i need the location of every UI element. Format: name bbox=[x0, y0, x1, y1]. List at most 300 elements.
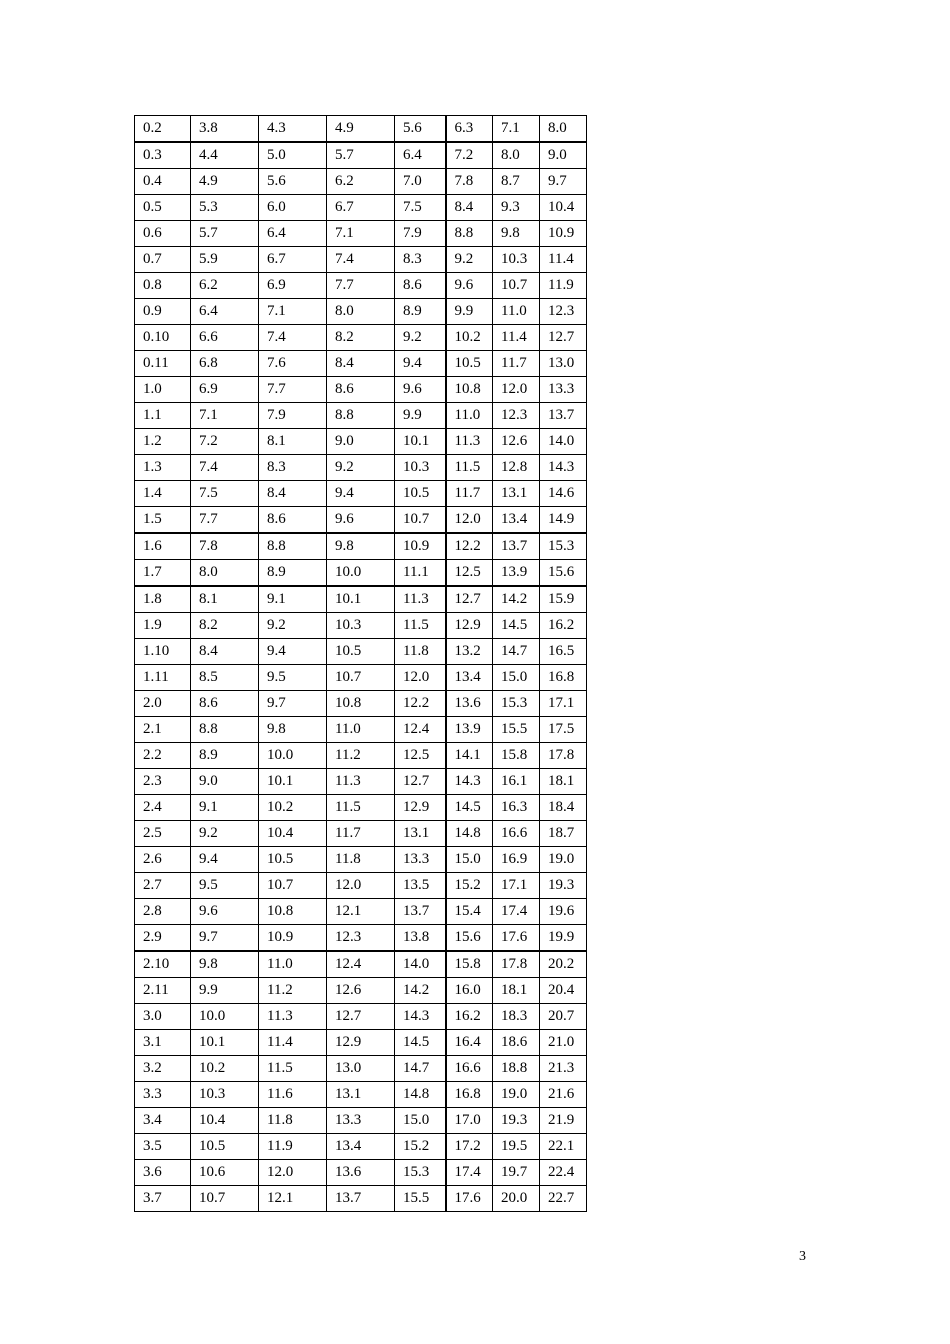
table-cell: 10.7 bbox=[395, 507, 446, 534]
table-cell: 20.2 bbox=[540, 951, 587, 978]
row-label-cell: 1.5 bbox=[135, 507, 191, 534]
table-cell: 10.0 bbox=[259, 743, 327, 769]
table-cell: 14.0 bbox=[540, 429, 587, 455]
table-cell: 8.0 bbox=[327, 299, 395, 325]
table-cell: 12.3 bbox=[327, 925, 395, 952]
row-label-cell: 2.11 bbox=[135, 978, 191, 1004]
table-cell: 7.4 bbox=[327, 247, 395, 273]
table-cell: 7.8 bbox=[191, 533, 259, 560]
table-cell: 12.9 bbox=[327, 1030, 395, 1056]
table-cell: 13.3 bbox=[395, 847, 446, 873]
table-cell: 12.0 bbox=[493, 377, 540, 403]
table-cell: 7.7 bbox=[259, 377, 327, 403]
table-cell: 20.0 bbox=[493, 1186, 540, 1212]
table-cell: 9.4 bbox=[259, 639, 327, 665]
table-cell: 9.8 bbox=[259, 717, 327, 743]
table-cell: 15.2 bbox=[395, 1134, 446, 1160]
table-cell: 13.0 bbox=[327, 1056, 395, 1082]
table-cell: 7.4 bbox=[191, 455, 259, 481]
table-row bbox=[135, 691, 587, 717]
table-cell: 10.5 bbox=[191, 1134, 259, 1160]
table-cell: 8.6 bbox=[191, 691, 259, 717]
table-cell: 8.4 bbox=[191, 639, 259, 665]
table-cell: 13.8 bbox=[395, 925, 446, 952]
table-cell: 12.5 bbox=[446, 560, 493, 587]
table-cell: 10.1 bbox=[191, 1030, 259, 1056]
table-cell: 8.2 bbox=[191, 613, 259, 639]
table-cell: 16.5 bbox=[540, 639, 587, 665]
row-label-cell: 2.1 bbox=[135, 717, 191, 743]
table-cell: 16.8 bbox=[540, 665, 587, 691]
table-cell: 13.6 bbox=[446, 691, 493, 717]
table-cell: 10.5 bbox=[259, 847, 327, 873]
table-cell: 12.3 bbox=[493, 403, 540, 429]
table-cell: 13.1 bbox=[493, 481, 540, 507]
table-cell: 15.5 bbox=[493, 717, 540, 743]
table-cell: 9.6 bbox=[327, 507, 395, 534]
table-cell: 11.8 bbox=[327, 847, 395, 873]
table-cell: 9.8 bbox=[493, 221, 540, 247]
table-cell: 12.6 bbox=[493, 429, 540, 455]
row-label-cell: 1.0 bbox=[135, 377, 191, 403]
table-cell: 14.9 bbox=[540, 507, 587, 534]
table-cell: 8.3 bbox=[259, 455, 327, 481]
table-cell: 18.1 bbox=[493, 978, 540, 1004]
table-cell: 12.0 bbox=[259, 1160, 327, 1186]
table-row bbox=[135, 743, 587, 769]
row-label-cell: 0.4 bbox=[135, 169, 191, 195]
table-row bbox=[135, 1134, 587, 1160]
table-cell: 11.4 bbox=[540, 247, 587, 273]
table-cell: 8.8 bbox=[259, 533, 327, 560]
table-cell: 21.9 bbox=[540, 1108, 587, 1134]
table-cell: 10.2 bbox=[446, 325, 493, 351]
table-cell: 11.3 bbox=[395, 586, 446, 613]
table-cell: 9.2 bbox=[327, 455, 395, 481]
table-row bbox=[135, 560, 587, 587]
table-cell: 8.9 bbox=[259, 560, 327, 587]
table-cell: 7.9 bbox=[395, 221, 446, 247]
table-cell: 13.9 bbox=[446, 717, 493, 743]
table-cell: 7.5 bbox=[191, 481, 259, 507]
table-cell: 17.6 bbox=[446, 1186, 493, 1212]
table-cell: 7.5 bbox=[395, 195, 446, 221]
table-cell: 15.0 bbox=[395, 1108, 446, 1134]
table-cell: 14.3 bbox=[446, 769, 493, 795]
table-cell: 7.1 bbox=[327, 221, 395, 247]
table-cell: 15.6 bbox=[540, 560, 587, 587]
table-cell: 10.7 bbox=[493, 273, 540, 299]
table-row bbox=[135, 613, 587, 639]
table-cell: 9.2 bbox=[395, 325, 446, 351]
table-row bbox=[135, 169, 587, 195]
row-label-cell: 3.1 bbox=[135, 1030, 191, 1056]
table-cell: 4.9 bbox=[327, 116, 395, 143]
table-cell: 4.4 bbox=[191, 142, 259, 169]
table-cell: 10.9 bbox=[259, 925, 327, 952]
table-cell: 12.2 bbox=[446, 533, 493, 560]
table-cell: 9.1 bbox=[259, 586, 327, 613]
table-cell: 11.1 bbox=[395, 560, 446, 587]
row-label-cell: 2.10 bbox=[135, 951, 191, 978]
table-cell: 19.9 bbox=[540, 925, 587, 952]
table-row bbox=[135, 1160, 587, 1186]
table-cell: 17.6 bbox=[493, 925, 540, 952]
table-cell: 10.2 bbox=[191, 1056, 259, 1082]
table-cell: 8.5 bbox=[191, 665, 259, 691]
table-cell: 10.3 bbox=[395, 455, 446, 481]
table-row bbox=[135, 325, 587, 351]
table-cell: 8.4 bbox=[446, 195, 493, 221]
table-cell: 11.9 bbox=[259, 1134, 327, 1160]
table-cell: 18.4 bbox=[540, 795, 587, 821]
table-cell: 7.4 bbox=[259, 325, 327, 351]
table-cell: 16.2 bbox=[540, 613, 587, 639]
table-cell: 16.0 bbox=[446, 978, 493, 1004]
table-cell: 15.6 bbox=[446, 925, 493, 952]
table-row bbox=[135, 429, 587, 455]
table-cell: 8.3 bbox=[395, 247, 446, 273]
table-row bbox=[135, 1004, 587, 1030]
table-row bbox=[135, 403, 587, 429]
table-row bbox=[135, 195, 587, 221]
table-cell: 6.3 bbox=[446, 116, 493, 143]
table-cell: 12.6 bbox=[327, 978, 395, 1004]
table-row bbox=[135, 899, 587, 925]
row-label-cell: 3.6 bbox=[135, 1160, 191, 1186]
table-cell: 10.5 bbox=[446, 351, 493, 377]
table-cell: 13.2 bbox=[446, 639, 493, 665]
table-cell: 8.4 bbox=[327, 351, 395, 377]
table-cell: 14.3 bbox=[395, 1004, 446, 1030]
table-cell: 14.8 bbox=[446, 821, 493, 847]
table-cell: 16.8 bbox=[446, 1082, 493, 1108]
table-cell: 15.4 bbox=[446, 899, 493, 925]
table-row bbox=[135, 847, 587, 873]
table-cell: 11.0 bbox=[446, 403, 493, 429]
table-cell: 10.8 bbox=[327, 691, 395, 717]
table-cell: 7.2 bbox=[446, 142, 493, 169]
table-cell: 12.7 bbox=[446, 586, 493, 613]
table-cell: 8.9 bbox=[191, 743, 259, 769]
table-cell: 7.1 bbox=[191, 403, 259, 429]
table-cell: 19.3 bbox=[540, 873, 587, 899]
row-label-cell: 0.2 bbox=[135, 116, 191, 143]
table-cell: 4.9 bbox=[191, 169, 259, 195]
table-cell: 10.0 bbox=[327, 560, 395, 587]
table-cell: 13.1 bbox=[395, 821, 446, 847]
table-cell: 11.3 bbox=[446, 429, 493, 455]
table-cell: 8.1 bbox=[259, 429, 327, 455]
table-cell: 7.0 bbox=[395, 169, 446, 195]
table-cell: 9.6 bbox=[446, 273, 493, 299]
table-cell: 11.7 bbox=[327, 821, 395, 847]
table-cell: 17.1 bbox=[540, 691, 587, 717]
row-label-cell: 0.8 bbox=[135, 273, 191, 299]
table-cell: 9.4 bbox=[395, 351, 446, 377]
table-cell: 8.6 bbox=[259, 507, 327, 534]
row-label-cell: 1.2 bbox=[135, 429, 191, 455]
row-label-cell: 2.6 bbox=[135, 847, 191, 873]
table-cell: 9.9 bbox=[191, 978, 259, 1004]
table-cell: 13.3 bbox=[327, 1108, 395, 1134]
table-cell: 12.7 bbox=[395, 769, 446, 795]
table-cell: 11.5 bbox=[259, 1056, 327, 1082]
table-cell: 17.2 bbox=[446, 1134, 493, 1160]
row-label-cell: 1.9 bbox=[135, 613, 191, 639]
table-cell: 13.4 bbox=[493, 507, 540, 534]
table-cell: 11.7 bbox=[446, 481, 493, 507]
page-number: 3 bbox=[799, 1249, 806, 1264]
table-cell: 10.1 bbox=[395, 429, 446, 455]
table-cell: 11.5 bbox=[327, 795, 395, 821]
table-row bbox=[135, 116, 587, 143]
table-cell: 5.6 bbox=[259, 169, 327, 195]
table-row bbox=[135, 377, 587, 403]
table-cell: 8.9 bbox=[395, 299, 446, 325]
table-cell: 12.3 bbox=[540, 299, 587, 325]
table-cell: 7.1 bbox=[259, 299, 327, 325]
table-row bbox=[135, 978, 587, 1004]
table-cell: 10.9 bbox=[540, 221, 587, 247]
table-cell: 14.6 bbox=[540, 481, 587, 507]
table-cell: 8.7 bbox=[493, 169, 540, 195]
table-row bbox=[135, 717, 587, 743]
table-cell: 15.3 bbox=[395, 1160, 446, 1186]
table-cell: 12.4 bbox=[327, 951, 395, 978]
table-cell: 10.1 bbox=[327, 586, 395, 613]
table-cell: 22.7 bbox=[540, 1186, 587, 1212]
table-cell: 19.7 bbox=[493, 1160, 540, 1186]
table-cell: 16.1 bbox=[493, 769, 540, 795]
table-row bbox=[135, 273, 587, 299]
table-cell: 21.3 bbox=[540, 1056, 587, 1082]
table-cell: 5.6 bbox=[395, 116, 446, 143]
table-cell: 10.7 bbox=[327, 665, 395, 691]
table-cell: 12.9 bbox=[446, 613, 493, 639]
table-cell: 5.9 bbox=[191, 247, 259, 273]
row-label-cell: 1.11 bbox=[135, 665, 191, 691]
row-label-cell: 1.3 bbox=[135, 455, 191, 481]
table-row bbox=[135, 639, 587, 665]
table-cell: 11.0 bbox=[493, 299, 540, 325]
table-row bbox=[135, 1056, 587, 1082]
table-cell: 16.4 bbox=[446, 1030, 493, 1056]
table-cell: 7.9 bbox=[259, 403, 327, 429]
table-cell: 14.2 bbox=[395, 978, 446, 1004]
table-cell: 9.1 bbox=[191, 795, 259, 821]
table-cell: 14.2 bbox=[493, 586, 540, 613]
table-cell: 13.3 bbox=[540, 377, 587, 403]
table-row bbox=[135, 455, 587, 481]
table-cell: 19.3 bbox=[493, 1108, 540, 1134]
row-label-cell: 3.2 bbox=[135, 1056, 191, 1082]
table-row bbox=[135, 533, 587, 560]
table-row bbox=[135, 586, 587, 613]
table-cell: 12.7 bbox=[327, 1004, 395, 1030]
table-cell: 17.1 bbox=[493, 873, 540, 899]
table-cell: 8.8 bbox=[191, 717, 259, 743]
table-cell: 15.3 bbox=[493, 691, 540, 717]
table-cell: 15.8 bbox=[493, 743, 540, 769]
table-cell: 21.6 bbox=[540, 1082, 587, 1108]
row-label-cell: 2.7 bbox=[135, 873, 191, 899]
table-cell: 8.8 bbox=[446, 221, 493, 247]
table-row bbox=[135, 299, 587, 325]
table-cell: 11.0 bbox=[327, 717, 395, 743]
row-label-cell: 2.8 bbox=[135, 899, 191, 925]
table-cell: 12.5 bbox=[395, 743, 446, 769]
table-cell: 13.0 bbox=[540, 351, 587, 377]
table-cell: 12.0 bbox=[327, 873, 395, 899]
row-label-cell: 1.6 bbox=[135, 533, 191, 560]
row-label-cell: 0.5 bbox=[135, 195, 191, 221]
table-cell: 15.0 bbox=[493, 665, 540, 691]
table-cell: 7.7 bbox=[191, 507, 259, 534]
table-cell: 9.9 bbox=[446, 299, 493, 325]
table-cell: 14.5 bbox=[493, 613, 540, 639]
row-label-cell: 2.2 bbox=[135, 743, 191, 769]
table-cell: 8.8 bbox=[327, 403, 395, 429]
table-cell: 9.7 bbox=[540, 169, 587, 195]
table-cell: 18.7 bbox=[540, 821, 587, 847]
table-cell: 17.8 bbox=[540, 743, 587, 769]
table-cell: 10.7 bbox=[191, 1186, 259, 1212]
row-label-cell: 2.9 bbox=[135, 925, 191, 952]
table-cell: 10.4 bbox=[540, 195, 587, 221]
table-cell: 9.0 bbox=[540, 142, 587, 169]
table-cell: 22.1 bbox=[540, 1134, 587, 1160]
table-cell: 14.5 bbox=[446, 795, 493, 821]
table-row bbox=[135, 1082, 587, 1108]
row-label-cell: 2.4 bbox=[135, 795, 191, 821]
data-table bbox=[134, 115, 587, 1212]
table-cell: 8.1 bbox=[191, 586, 259, 613]
row-label-cell: 3.0 bbox=[135, 1004, 191, 1030]
table-cell: 11.7 bbox=[493, 351, 540, 377]
table-cell: 9.2 bbox=[446, 247, 493, 273]
table-row bbox=[135, 795, 587, 821]
table-cell: 16.9 bbox=[493, 847, 540, 873]
table-cell: 14.5 bbox=[395, 1030, 446, 1056]
table-row bbox=[135, 351, 587, 377]
table-cell: 13.4 bbox=[446, 665, 493, 691]
table-cell: 10.5 bbox=[327, 639, 395, 665]
table-cell: 12.7 bbox=[540, 325, 587, 351]
table-cell: 10.4 bbox=[191, 1108, 259, 1134]
table-cell: 6.0 bbox=[259, 195, 327, 221]
table-cell: 7.6 bbox=[259, 351, 327, 377]
table-cell: 9.3 bbox=[493, 195, 540, 221]
table-cell: 10.3 bbox=[493, 247, 540, 273]
table-cell: 15.9 bbox=[540, 586, 587, 613]
table-cell: 9.4 bbox=[327, 481, 395, 507]
table-cell: 14.7 bbox=[395, 1056, 446, 1082]
table-cell: 9.7 bbox=[191, 925, 259, 952]
table-row bbox=[135, 769, 587, 795]
row-label-cell: 3.7 bbox=[135, 1186, 191, 1212]
table-cell: 8.6 bbox=[395, 273, 446, 299]
table-cell: 6.8 bbox=[191, 351, 259, 377]
table-cell: 7.1 bbox=[493, 116, 540, 143]
table-cell: 9.6 bbox=[395, 377, 446, 403]
table-cell: 13.7 bbox=[327, 1186, 395, 1212]
table-cell: 17.4 bbox=[446, 1160, 493, 1186]
table-cell: 10.5 bbox=[395, 481, 446, 507]
row-label-cell: 3.4 bbox=[135, 1108, 191, 1134]
table-cell: 9.0 bbox=[191, 769, 259, 795]
table-row bbox=[135, 951, 587, 978]
table-row bbox=[135, 821, 587, 847]
table-cell: 12.1 bbox=[259, 1186, 327, 1212]
table-row bbox=[135, 507, 587, 534]
table-row bbox=[135, 1186, 587, 1212]
table-cell: 11.5 bbox=[395, 613, 446, 639]
table-cell: 13.9 bbox=[493, 560, 540, 587]
table-cell: 10.3 bbox=[191, 1082, 259, 1108]
table-cell: 15.5 bbox=[395, 1186, 446, 1212]
table-cell: 15.2 bbox=[446, 873, 493, 899]
table-cell: 6.6 bbox=[191, 325, 259, 351]
table-cell: 16.6 bbox=[493, 821, 540, 847]
table-cell: 16.3 bbox=[493, 795, 540, 821]
table-cell: 6.4 bbox=[395, 142, 446, 169]
row-label-cell: 0.10 bbox=[135, 325, 191, 351]
table-cell: 13.6 bbox=[327, 1160, 395, 1186]
table-cell: 6.9 bbox=[191, 377, 259, 403]
table-cell: 14.1 bbox=[446, 743, 493, 769]
table-row bbox=[135, 873, 587, 899]
table-row bbox=[135, 1108, 587, 1134]
table-cell: 11.4 bbox=[493, 325, 540, 351]
row-label-cell: 3.5 bbox=[135, 1134, 191, 1160]
table-cell: 13.4 bbox=[327, 1134, 395, 1160]
table-cell: 8.0 bbox=[540, 116, 587, 143]
table-cell: 8.2 bbox=[327, 325, 395, 351]
row-label-cell: 0.3 bbox=[135, 142, 191, 169]
table-cell: 7.2 bbox=[191, 429, 259, 455]
table-cell: 11.4 bbox=[259, 1030, 327, 1056]
table-cell: 20.4 bbox=[540, 978, 587, 1004]
table-cell: 3.8 bbox=[191, 116, 259, 143]
row-label-cell: 2.5 bbox=[135, 821, 191, 847]
table-cell: 11.2 bbox=[259, 978, 327, 1004]
table-cell: 15.0 bbox=[446, 847, 493, 873]
table-cell: 13.7 bbox=[395, 899, 446, 925]
table-cell: 11.0 bbox=[259, 951, 327, 978]
table-cell: 10.9 bbox=[395, 533, 446, 560]
table-cell: 10.8 bbox=[446, 377, 493, 403]
table-cell: 11.8 bbox=[395, 639, 446, 665]
table-cell: 20.7 bbox=[540, 1004, 587, 1030]
table-cell: 18.1 bbox=[540, 769, 587, 795]
table-row bbox=[135, 247, 587, 273]
table-cell: 14.0 bbox=[395, 951, 446, 978]
table-cell: 16.6 bbox=[446, 1056, 493, 1082]
table-cell: 12.0 bbox=[446, 507, 493, 534]
table-cell: 17.8 bbox=[493, 951, 540, 978]
table-cell: 17.0 bbox=[446, 1108, 493, 1134]
table-cell: 10.8 bbox=[259, 899, 327, 925]
table-cell: 8.0 bbox=[191, 560, 259, 587]
table-cell: 11.3 bbox=[327, 769, 395, 795]
table-cell: 6.7 bbox=[259, 247, 327, 273]
table-cell: 10.1 bbox=[259, 769, 327, 795]
table-cell: 10.6 bbox=[191, 1160, 259, 1186]
table-cell: 10.3 bbox=[327, 613, 395, 639]
table-cell: 6.2 bbox=[191, 273, 259, 299]
table-cell: 9.0 bbox=[327, 429, 395, 455]
